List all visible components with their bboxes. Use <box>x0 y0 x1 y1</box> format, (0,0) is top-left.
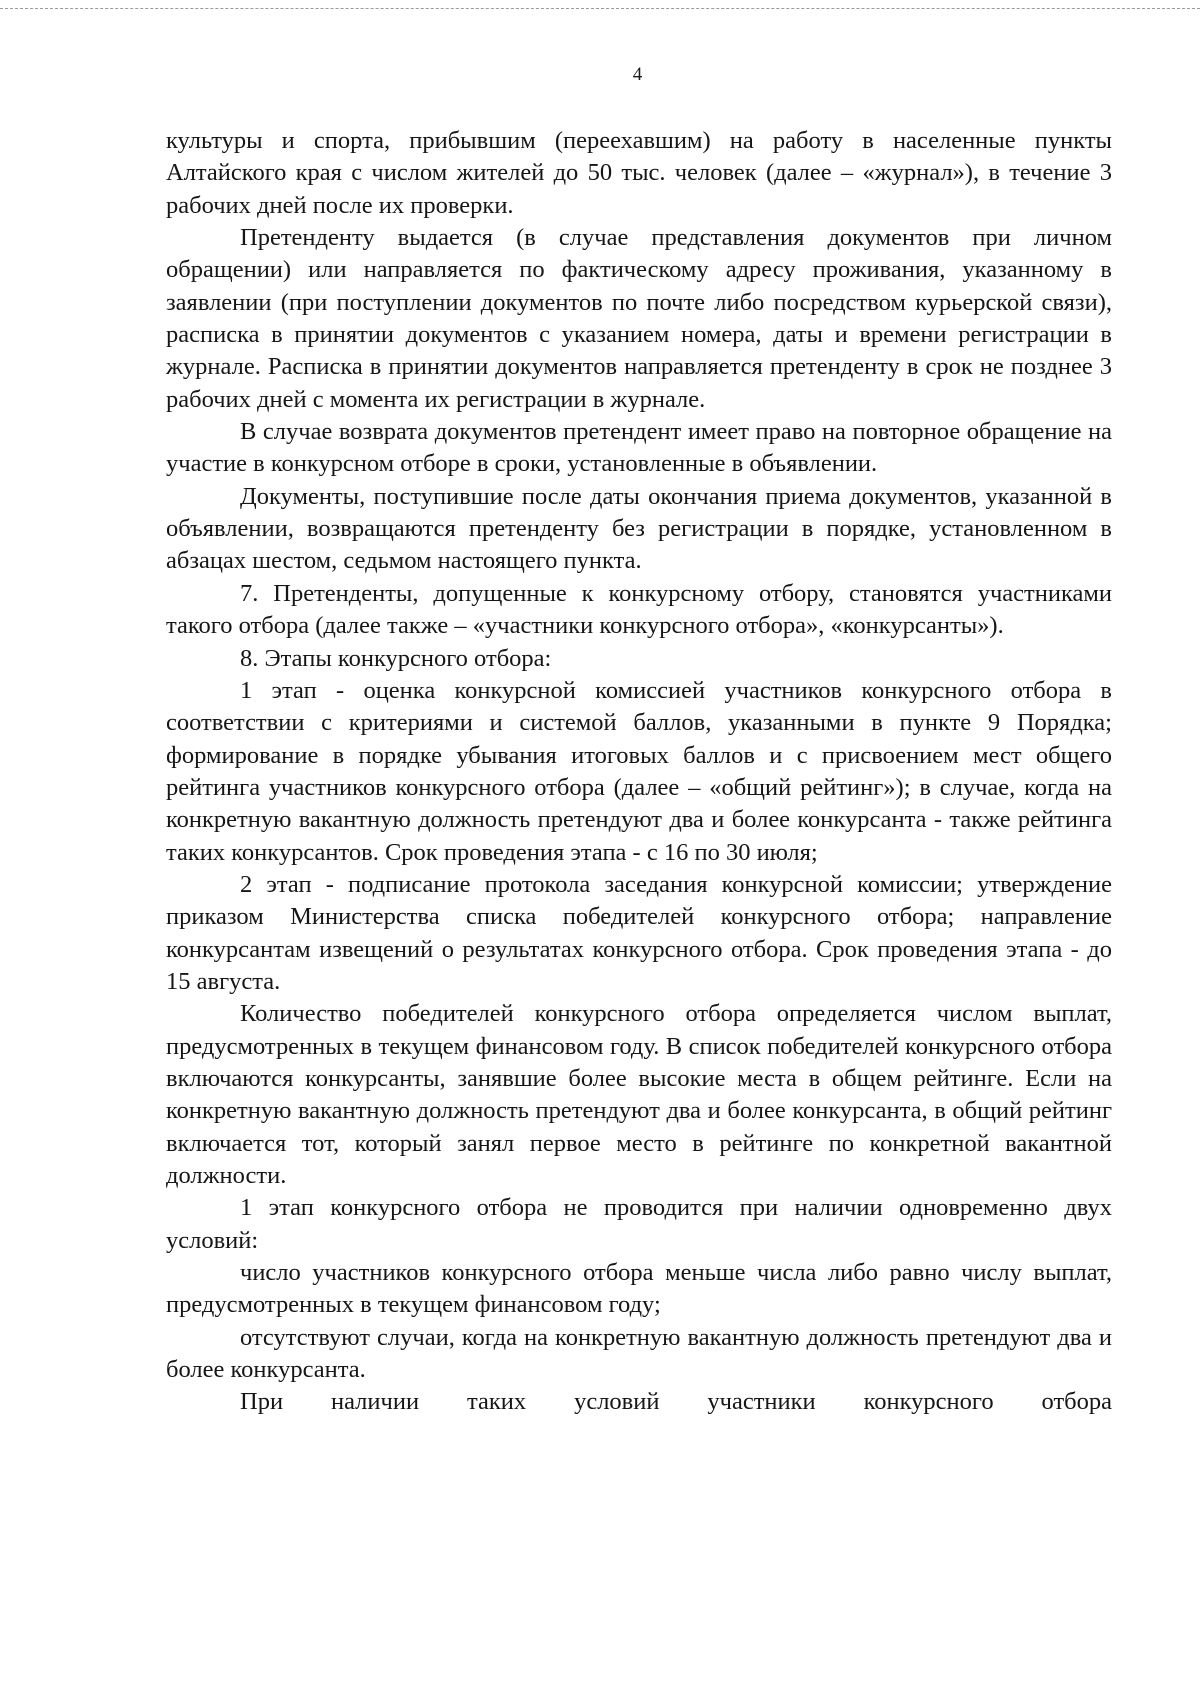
paragraph-item-7: 7. Претенденты, допущенные к конкурсному отбору, становятся участниками такого отбора (далее также – «участники конкурсного отбора», «конкурсанты»). <box>166 579 1112 640</box>
paragraph: Количество победителей конкурсного отбора определяется числом выплат, предусмотренных в текущем финансовом году. В список победителей конкурсного отбора включаются конкурсанты, занявшие более высокие места в общем рейтинге. Если на конкретную вакантную должность претендуют два и более конкурсанта, в общий рейтинг включается тот, который занял первое место в рейтинге по конкретной вакантной должности. <box>166 1000 1112 1189</box>
page-number: 4 <box>632 64 643 85</box>
paragraph-condition: число участников конкурсного отбора меньше числа либо равно числу выплат, предусмотренных в текущем финансовом году; <box>166 1259 1112 1319</box>
paragraph-stage-2: 2 этап - подписание протокола заседания конкурсной комиссии; утверждение приказом Министерства списка победителей конкурсного отбора; направление конкурсантам извещений о результатах конкурсного отбора. Срок проведения этапа - до 15 августа. <box>166 870 1112 995</box>
paragraph-item-8: 8. Этапы конкурсного отбора: <box>240 644 552 672</box>
paragraph-stage-1: 1 этап - оценка конкурсной комиссией участников конкурсного отбора в соответствии с критериями и системой баллов, указанными в пункте 9 Порядка; формирование в порядке убывания итоговых баллов и с присвоением мест общего рейтинга участников конкурсного отбора (далее – «общий рейтинг»); в случае, когда на конкретную вакантную должность претендуют два и более конкурсанта - также рейтинга таких конкурсантов. Срок проведения этапа - с 16 по 30 июля; <box>166 676 1112 866</box>
paragraph: Претенденту выдается (в случае представления документов при личном обращении) или направляется по фактическому адресу проживания, указанному в заявлении (при поступлении документов по почте либо посредством курьерской связи), расписка в принятии документов с указанием номера, даты и времени регистрации в журнале. Расписка в принятии документов направляется претенденту в срок не позднее 3 рабочих дней с момента их регистрации в журнале. <box>166 224 1112 413</box>
scan-edge-divider <box>0 8 1200 9</box>
document-body <box>166 125 1112 1419</box>
paragraph: культуры и спорта, прибывшим (переехавшим) на работу в населенные пункты Алтайского края с числом жителей до 50 тыс. человек (далее – «журнал»), в течение 3 рабочих дней после их проверки. <box>166 127 1112 219</box>
paragraph-condition: отсутствуют случаи, когда на конкретную вакантную должность претендуют два и более конкурсанта. <box>166 1323 1112 1384</box>
paragraph: Документы, поступившие после даты окончания приема документов, указанной в объявлении, возвращаются претенденту без регистрации в порядке, установленном в абзацах шестом, седьмом настоящего пункта. <box>166 482 1112 575</box>
paragraph-continued: При наличии таких условий участники конкурсного отбора <box>240 1388 1112 1416</box>
paragraph: В случае возврата документов претендент имеет право на повторное обращение на участие в конкурсном отборе в сроки, установленные в объявлении. <box>166 418 1112 478</box>
paragraph: 1 этап конкурсного отбора не проводится при наличии одновременно двух условий: <box>166 1194 1112 1254</box>
